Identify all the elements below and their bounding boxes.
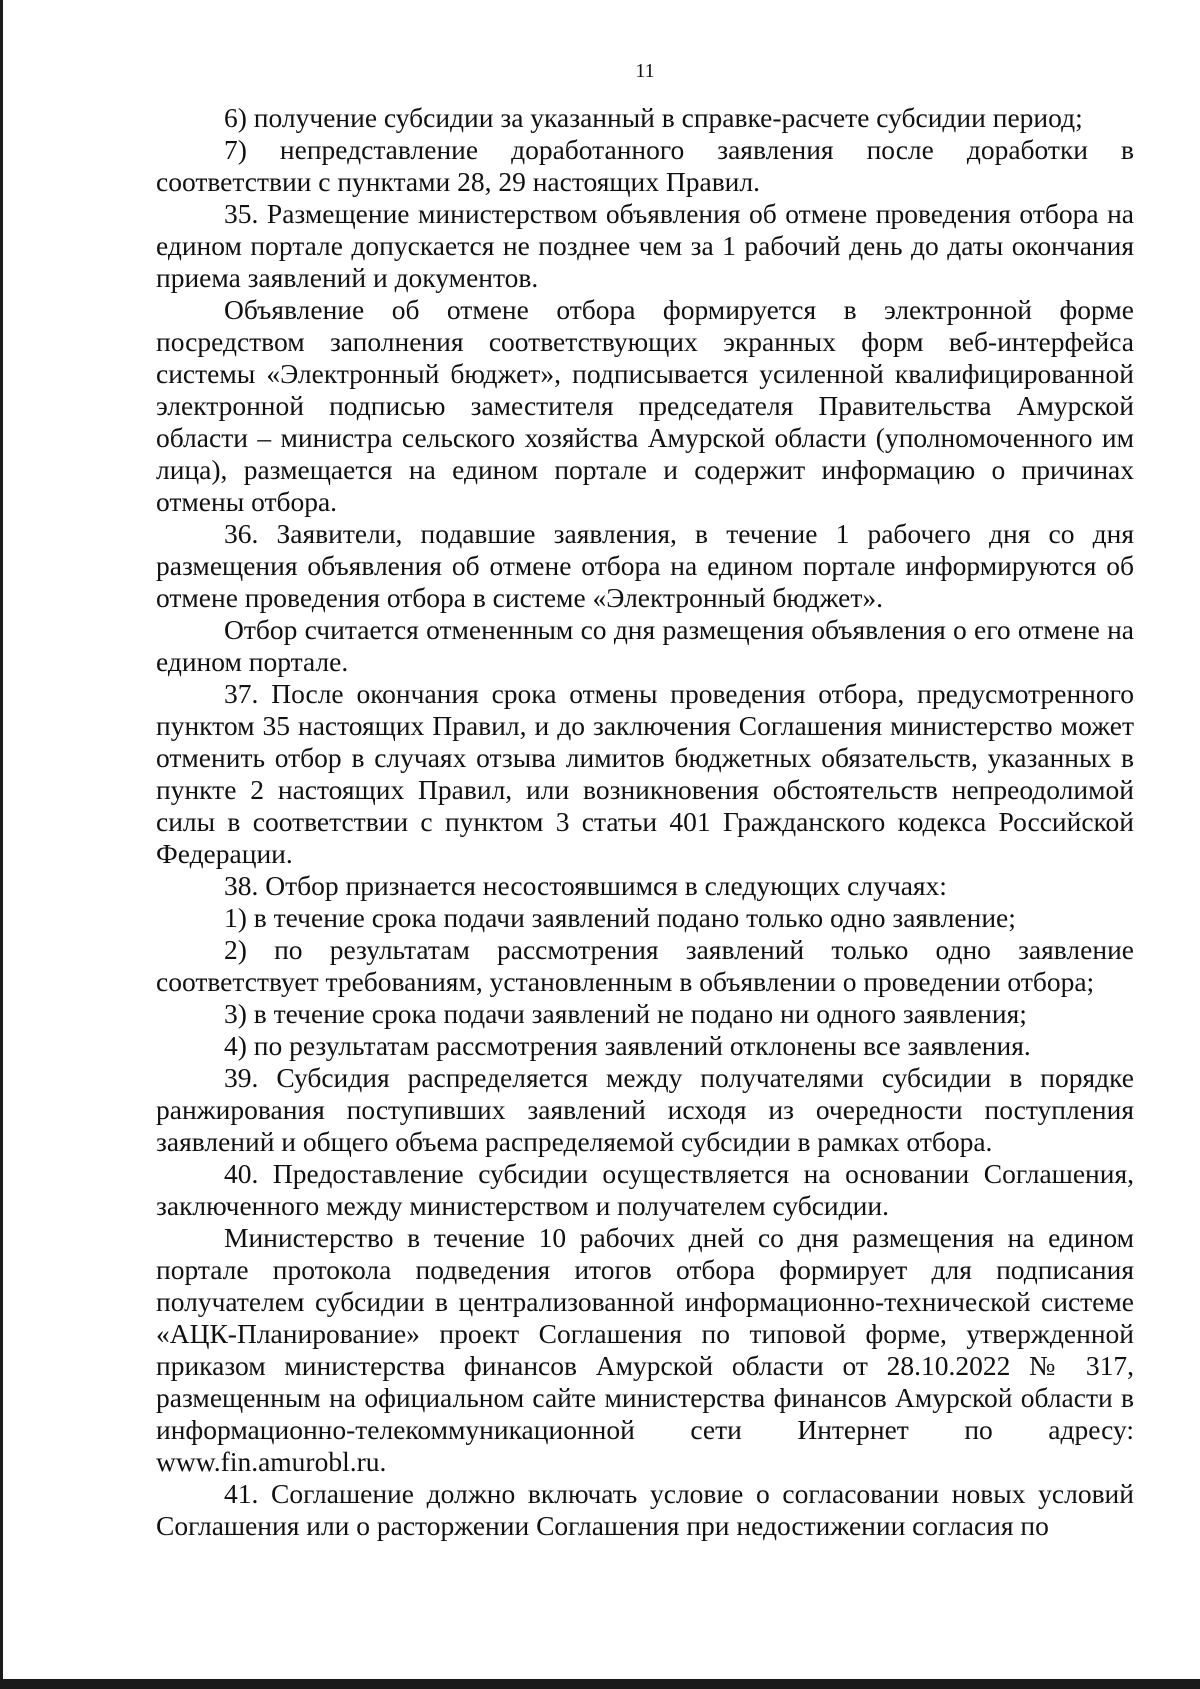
paragraph-clause-36: 36. Заявители, подавшие заявления, в течение 1 рабочего дня со дня размещения объявления об отмене отбора на едином портале информируются об отмене проведения отбора в системе «Электронный бюджет». — [156, 518, 1134, 613]
paragraph-clause-38-item-2: 2) по результатам рассмотрения заявлений только одно заявление соответствует требованиям, установленным в объявлении о проведении отбора; — [156, 934, 1134, 997]
scan-edge-left — [0, 0, 3, 1689]
scan-edge-bottom — [0, 1679, 1200, 1689]
page-number: 11 — [635, 60, 655, 82]
document-body — [156, 102, 1134, 1542]
paragraph-clause-38-item-4: 4) по результатам рассмотрения заявлений отклонены все заявления. — [224, 1030, 1031, 1061]
paragraph-clause-41: 41. Соглашение должно включать условие о согласовании новых условий Соглашения или о расторжении Соглашения при недостижении согласия по — [156, 1478, 1134, 1541]
paragraph-item-7: 7) непредставление доработанного заявления после доработки в соответствии с пунктами 28, 29 настоящих Правил. — [156, 134, 1134, 197]
paragraph-clause-39: 39. Субсидия распределяется между получателями субсидии в порядке ранжирования поступивших заявлений исходя из очередности поступления заявлений и общего объема распределяемой субсидии в рамках отбора. — [156, 1062, 1134, 1157]
paragraph-clause-35: 35. Размещение министерством объявления об отмене проведения отбора на едином портале допускается не позднее чем за 1 рабочий день до даты окончания приема заявлений и документов. — [156, 198, 1134, 293]
paragraph-clause-38-item-1: 1) в течение срока подачи заявлений подано только одно заявление; — [224, 902, 1016, 933]
paragraph-cancellation-notice: Объявление об отмене отбора формируется в электронной форме посредством заполнения соответствующих экранных форм веб-интерфейса системы «Электронный бюджет», подписывается усиленной квалифицированной электронной подписью заместителя председателя Правительства Амурской области – министра сельского хозяйства Амурской области (уполномоченного им лица), размещается на едином портале и содержит информацию о причинах отмены отбора. — [156, 294, 1134, 517]
paragraph-item-6: 6) получение субсидии за указанный в справке-расчете субсидии период; — [224, 102, 1083, 133]
paragraph-ministry-agreement: Министерство в течение 10 рабочих дней со дня размещения на едином портале протокола подведения итогов отбора формирует для подписания получателем субсидии в централизованной информационно-технической системе «АЦК-Планирование» проект Соглашения по типовой форме, утвержденной приказом министерства финансов Амурской области от 28.10.2022 № 317, размещенным на официальном сайте министерства финансов Амурской области в информационно-телекоммуникационной сети Интернет по адресу: www.fin.amurobl.ru. — [156, 1222, 1134, 1477]
paragraph-clause-38: 38. Отбор признается несостоявшимся в следующих случаях: — [224, 870, 947, 901]
paragraph-clause-37: 37. После окончания срока отмены проведения отбора, предусмотренного пунктом 35 настоящих Правил, и до заключения Соглашения министерство может отменить отбор в случаях отзыва лимитов бюджетных обязательств, указанных в пункте 2 настоящих Правил, или возникновения обстоятельств непреодолимой силы в соответствии с пунктом 3 статьи 401 Гражданского кодекса Российской Федерации. — [156, 678, 1134, 869]
paragraph-clause-38-item-3: 3) в течение срока подачи заявлений не подано ни одного заявления; — [224, 998, 1027, 1029]
paragraph-clause-40: 40. Предоставление субсидии осуществляется на основании Соглашения, заключенного между министерством и получателем субсидии. — [156, 1158, 1134, 1221]
paragraph-selection-cancelled: Отбор считается отмененным со дня размещения объявления о его отмене на едином портале. — [156, 614, 1134, 677]
